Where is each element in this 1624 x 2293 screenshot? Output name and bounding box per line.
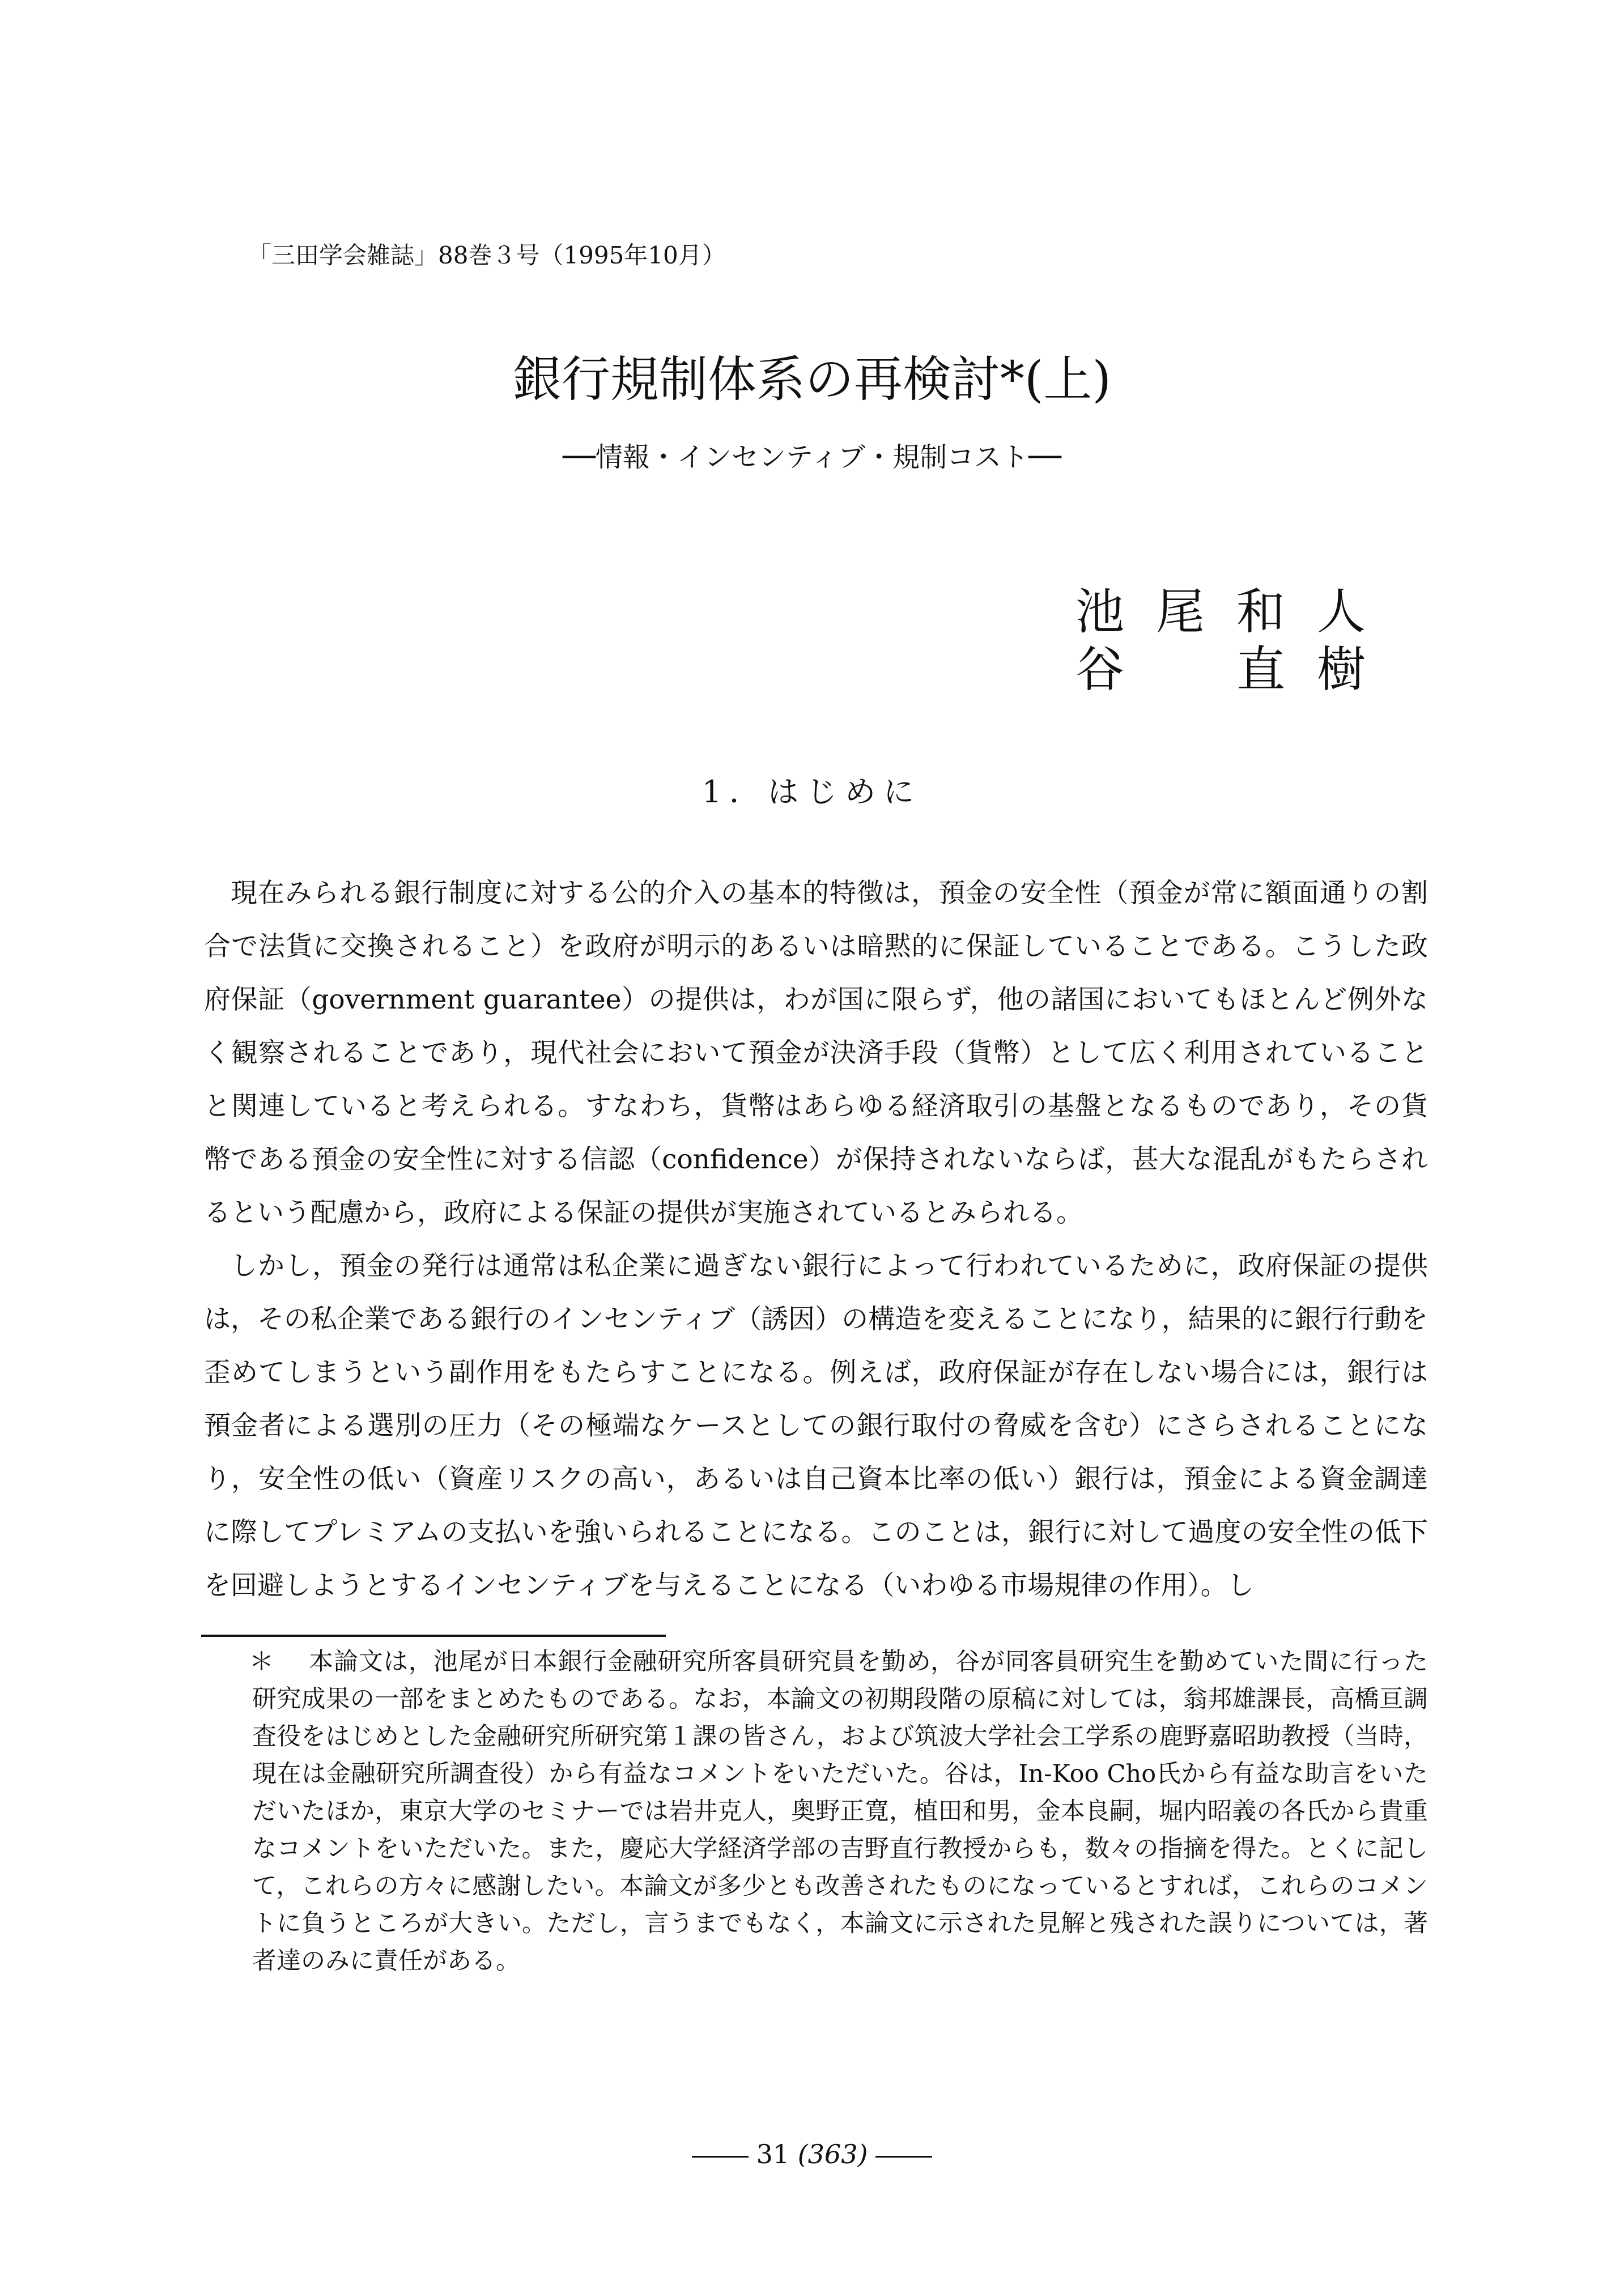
footnote-marker: ＊: [249, 1648, 274, 1676]
body-text: [204, 867, 1428, 1613]
author-2-char-4: 樹: [1317, 641, 1366, 698]
footnote-text: 本論文は，池尾が日本銀行金融研究所客員研究員を勤め，谷が同客員研究生を勤めていた間に行った研究成果の一部をまとめたものである。なお，本論文の初期段階の原稿に対しては，翁邦雄課長，高橋亘調査役をはじめとした金融研究所研究第１課の皆さん，および筑波大学社会工学系の鹿野嘉昭助教授（当時，現在は金融研究所調査役）から有益なコメントをいただいた。谷は，In-Koo Cho氏から有益な助言をいただいたほか，東京大学のセミナーでは岩井克人，奥野正寛，植田和男，金本良嗣，堀内昭義の各氏から貴重なコメントをいただいた。また，慶応大学経済学部の吉野直行教授からも，数々の指摘を得た。とくに記して，これらの方々に感謝したい。本論文が多少とも改善されたものになっているとすれば，これらのコメントに負うところが大きい。ただし，言うまでもなく，本論文に示された見解と残された誤りについては，著者達のみに責任がある。: [252, 1648, 1428, 1975]
paragraph-1: 現在みられる銀行制度に対する公的介入の基本的特徴は，預金の安全性（預金が常に額面通りの割合で法貨に交換されること）を政府が明示的あるいは暗黙的に保証していることである。こうした政府保証（government guarantee）の提供は，わが国に限らず，他の諸国においてもほとんど例外なく観察されることであり，現代社会において預金が決済手段（貨幣）として広く利用されていることと関連していると考えられる。すなわち，貨幣はあらゆる経済取引の基盤となるものであり，その貨幣である預金の安全性に対する信認（confidence）が保持されないならば，甚大な混乱がもたらされるという配慮から，政府による保証の提供が実施されているとみられる。: [204, 878, 1428, 1228]
journal-reference: 「三田学会雑誌」88巻３号（1995年10月）: [248, 241, 726, 269]
author-1-char-3: 和: [1236, 584, 1285, 640]
author-name-2: [1060, 630, 1383, 700]
paragraph-2: しかし，預金の発行は通常は私企業に過ぎない銀行によって行われているために，政府保証の提供は，その私企業である銀行のインセンティブ（誘因）の構造を変えることになり，結果的に銀行行動を歪めてしまうという副作用をもたらすことになる。例えば，政府保証が存在しない場合には，銀行は預金者による選別の圧力（その極端なケースとしての銀行取付の脅威を含む）にさらされることになり，安全性の低い（資産リスクの高い，あるいは自己資本比率の低い）銀行は，預金による資金調達に際してプレミアムの支払いを強いられることになる。このことは，銀行に対して過度の安全性の低下を回避しようとするインセンティブを与えることになる（いわゆる市場規律の作用）。し: [204, 1250, 1428, 1601]
page-number-volume: (363): [797, 2139, 868, 2169]
author-2-char-1: 谷: [1075, 641, 1124, 698]
author-1-char-2: 尾: [1156, 584, 1205, 640]
page-number-value: 31: [756, 2139, 790, 2169]
article-subtitle: ──情報・インセンティブ・規制コスト──: [563, 441, 1061, 473]
author-2-char-3: 直: [1236, 641, 1285, 698]
page-dash-left: [692, 2156, 749, 2158]
page-number: [0, 2139, 1624, 2169]
article-title: 銀行規制体系の再検討*(上): [512, 351, 1112, 408]
section-heading: 1．はじめに: [702, 774, 922, 810]
footnote-divider: [201, 1635, 666, 1637]
page-dash-right: [875, 2156, 932, 2158]
author-1-char-4: 人: [1317, 584, 1366, 640]
author-1-char-1: 池: [1075, 584, 1124, 640]
